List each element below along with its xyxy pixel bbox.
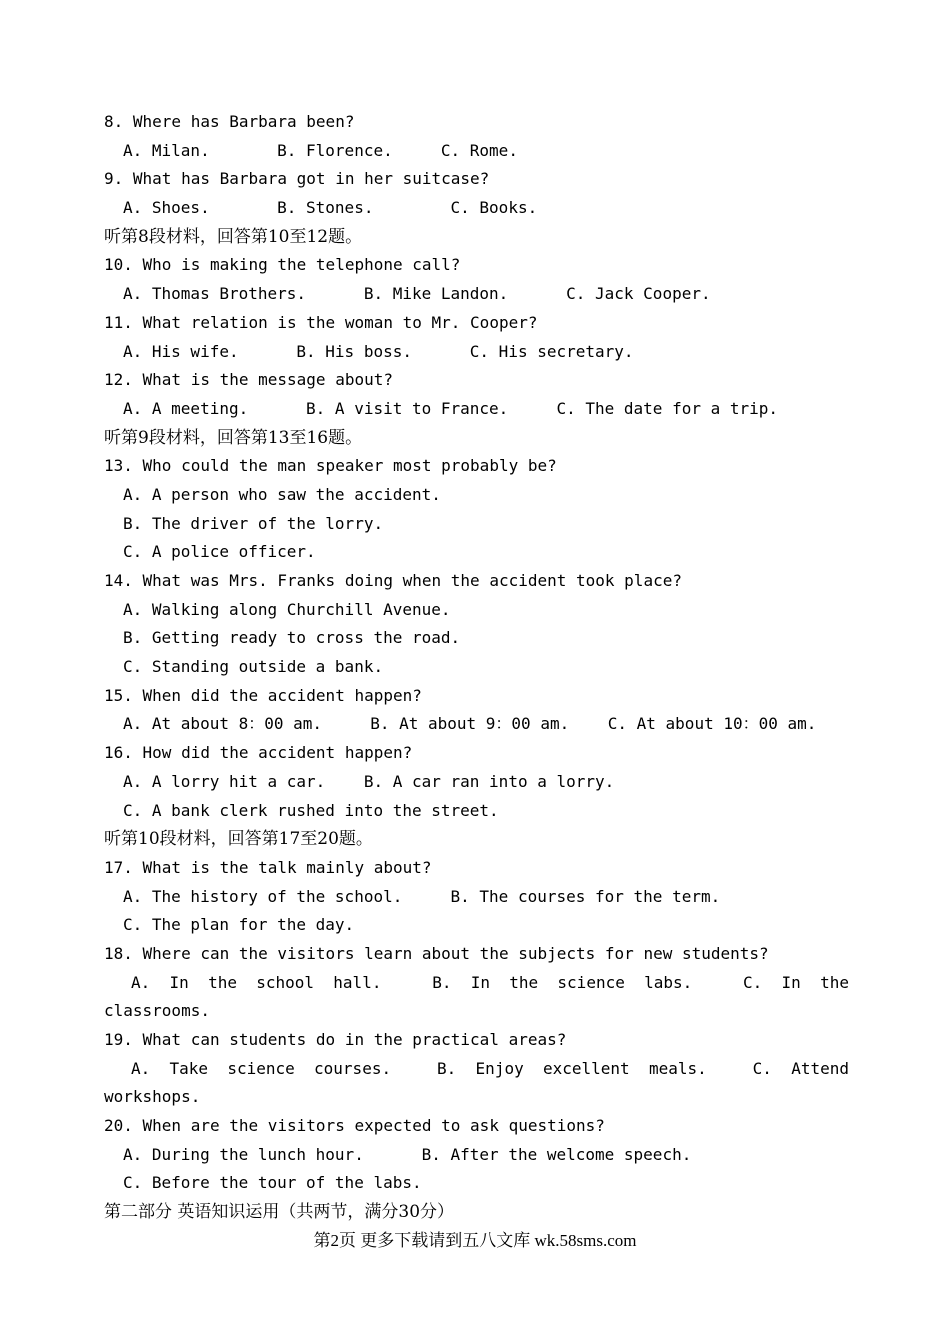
option-text: C. In the (743, 972, 849, 992)
option-line: C. A police officer. (123, 542, 316, 562)
question-line: 11. What relation is the woman to Mr. Cooper? (104, 312, 538, 332)
option-text: A. Take science courses. (131, 1058, 392, 1078)
option-line: A. A meeting. B. A visit to France. C. The date for a trip. (123, 398, 779, 418)
option-text: B. In the science labs. (432, 972, 693, 992)
option-line: A. Thomas Brothers. B. Mike Landon. C. Jack Cooper. (123, 284, 711, 304)
question-line: 19. What can students do in the practical areas? (104, 1030, 567, 1049)
question-line: 9. What has Barbara got in her suitcase? (104, 169, 490, 189)
option-line: A. Walking along Churchill Avenue. (123, 599, 451, 619)
option-line: A. His wife. B. His boss. C. His secretary. (123, 341, 634, 361)
question-line: 18. Where can the visitors learn about the subjects for new students? (104, 943, 769, 963)
option-line: A. Shoes. B. Stones. C. Books. (123, 198, 538, 218)
question-line: workshops. (104, 1087, 201, 1107)
option-line: C. A bank clerk rushed into the street. (123, 800, 499, 820)
section-instruction: 听第10段材料，回答第17至20题。 (104, 829, 373, 850)
option-line: A. During the lunch hour. B. After the welcome speech. (123, 1144, 692, 1164)
section-instruction: 听第8段材料，回答第10至12题。 (104, 226, 363, 247)
option-text: C. Attend (752, 1058, 849, 1078)
question-line: classrooms. (104, 1001, 210, 1021)
question-line: 8. Where has Barbara been? (104, 112, 355, 131)
section-instruction: 第二部分 英语知识运用（共两节，满分30分） (104, 1202, 455, 1223)
question-line: 10. Who is making the telephone call? (104, 255, 461, 275)
option-line: C. The plan for the day. (123, 915, 355, 935)
option-line: C. Standing outside a bank. (123, 657, 384, 677)
option-line: A. At about 8：00 am. B. At about 9：00 am. C. At about 10：00 am. (123, 714, 817, 734)
option-line: A. Milan. B. Florence. C. Rome. (123, 140, 518, 160)
option-line (104, 1055, 849, 1084)
page-footer: 第2页 更多下载请到五八文库 wk.58sms.com (313, 1231, 637, 1250)
listening-questions (104, 108, 849, 1227)
option-line (104, 969, 849, 998)
question-line: 15. When did the accident happen? (104, 685, 422, 705)
option-line: B. The driver of the lorry. (123, 513, 384, 533)
option-line: A. A person who saw the accident. (123, 484, 441, 504)
question-line: 14. What was Mrs. Franks doing when the accident took place? (104, 571, 682, 590)
section-instruction: 听第9段材料，回答第13至16题。 (104, 427, 363, 448)
question-line: 13. Who could the man speaker most probably be? (104, 456, 557, 476)
option-text: B. Enjoy excellent meals. (437, 1058, 707, 1078)
question-line: 17. What is the talk mainly about? (104, 857, 432, 877)
question-line: 20. When are the visitors expected to ask questions? (104, 1116, 605, 1136)
option-line: C. Before the tour of the labs. (123, 1173, 422, 1193)
option-line: A. The history of the school. B. The courses for the term. (123, 886, 721, 906)
option-line: A. A lorry hit a car. B. A car ran into a lorry. (123, 771, 615, 791)
question-line: 12. What is the message about? (104, 370, 393, 390)
question-line: 16. How did the accident happen? (104, 743, 413, 763)
option-text: A. In the school hall. (131, 972, 382, 992)
option-line: B. Getting ready to cross the road. (123, 628, 461, 648)
